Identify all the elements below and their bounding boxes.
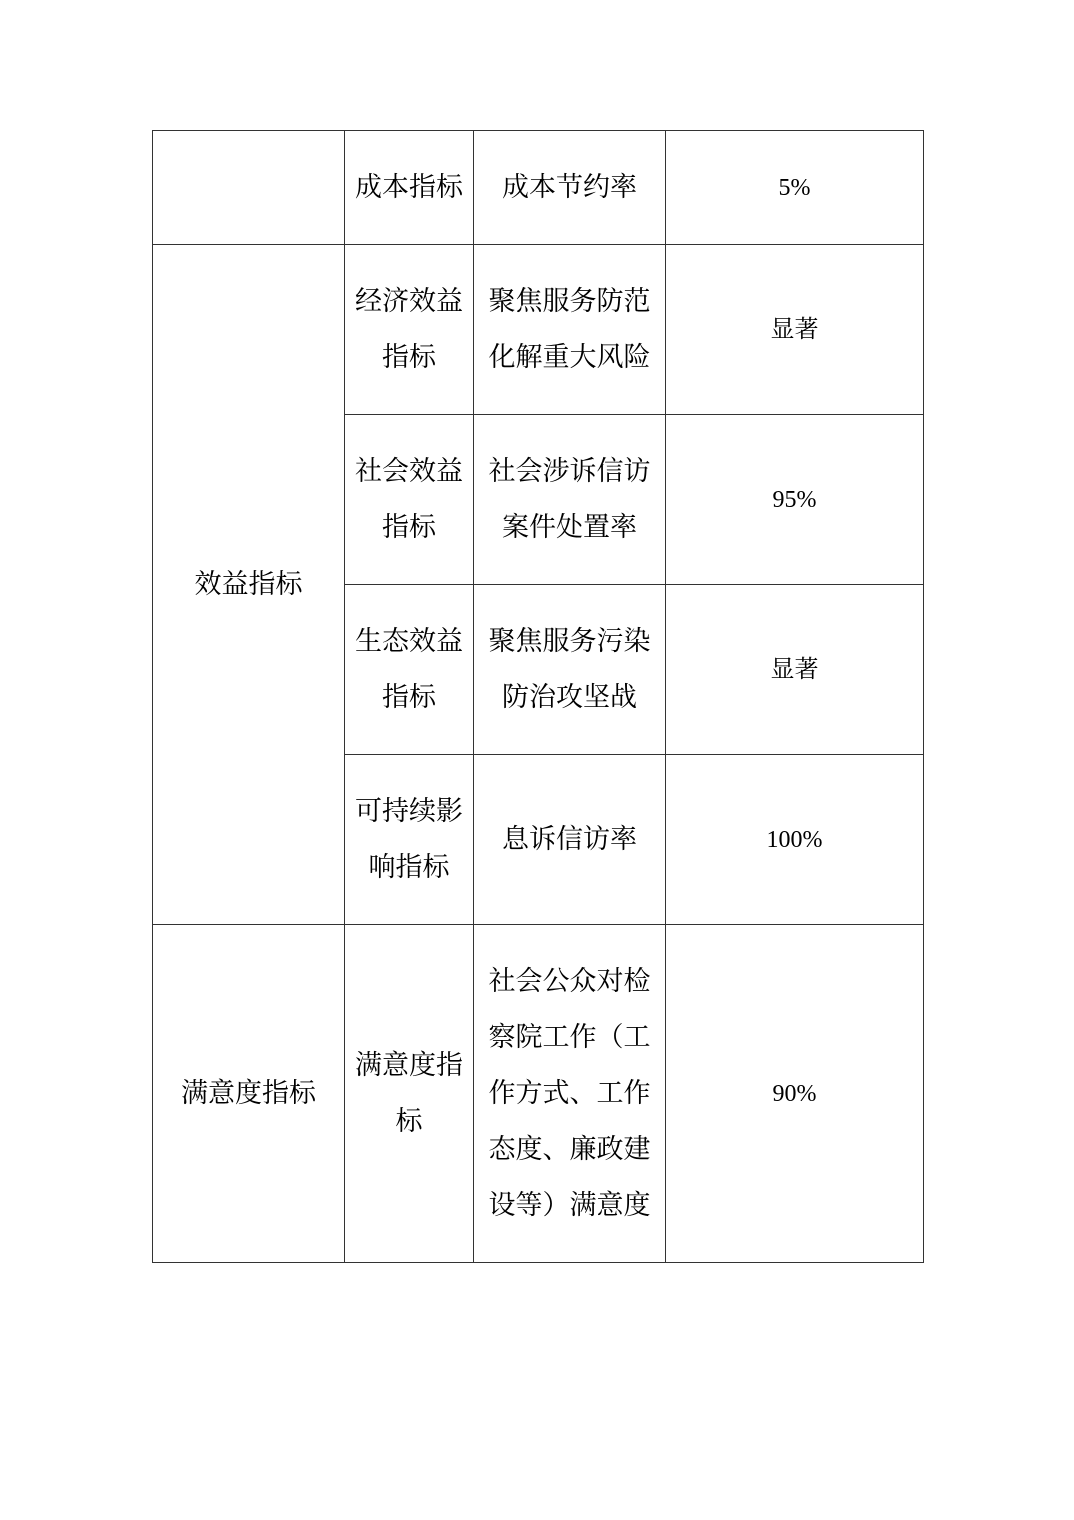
table-row	[153, 245, 924, 415]
level3-cell: 社会公众对检察院工作（工作方式、工作态度、廉政建设等）满意度	[474, 925, 666, 1263]
level3-cell: 聚焦服务防范化解重大风险	[474, 245, 666, 415]
target-value-cell: 90%	[666, 925, 924, 1263]
level3-cell: 成本节约率	[474, 131, 666, 245]
level1-cell: 满意度指标	[153, 925, 345, 1263]
level2-cell: 社会效益指标	[345, 415, 474, 585]
level3-cell: 息诉信访率	[474, 755, 666, 925]
level2-cell: 经济效益指标	[345, 245, 474, 415]
performance-indicator-table	[152, 130, 924, 1263]
table-row	[153, 131, 924, 245]
level1-cell: 效益指标	[153, 245, 345, 925]
target-value-cell: 5%	[666, 131, 924, 245]
table-row	[153, 925, 924, 1263]
target-value-cell: 100%	[666, 755, 924, 925]
target-value-cell: 显著	[666, 245, 924, 415]
level3-cell: 社会涉诉信访案件处置率	[474, 415, 666, 585]
level3-cell: 聚焦服务污染防治攻坚战	[474, 585, 666, 755]
target-value-cell: 显著	[666, 585, 924, 755]
target-value-cell: 95%	[666, 415, 924, 585]
level2-cell: 可持续影响指标	[345, 755, 474, 925]
level1-cell	[153, 131, 345, 245]
level2-cell: 生态效益指标	[345, 585, 474, 755]
level2-cell: 成本指标	[345, 131, 474, 245]
level2-cell: 满意度指标	[345, 925, 474, 1263]
